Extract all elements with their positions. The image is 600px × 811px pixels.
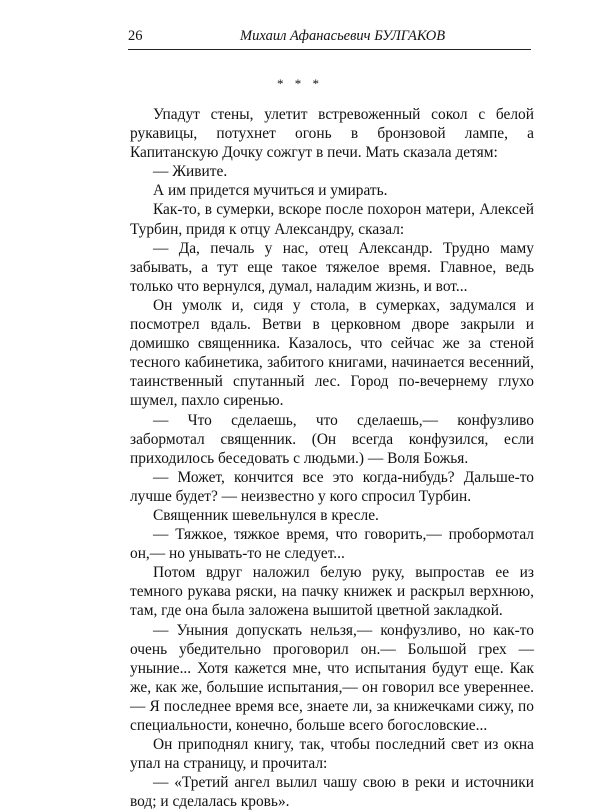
paragraph: Как-то, в сумерки, вскоре после похорон матери, Алексей Турбин, придя к отцу Александру, сказал:	[130, 201, 534, 238]
header-rule	[128, 49, 531, 50]
body-text	[130, 105, 534, 811]
paragraph: — Может, кончится все это когда-нибудь? Дальше-то лучше будет? — неизвестно у кого спросил Турбин.	[130, 468, 534, 505]
page-number: 26	[128, 28, 143, 44]
paragraph: — Уныния допускать нельзя,— конфузливо, но как-то очень убедительно проговорил он.— Большой грех — уныние... Хотя кажется мне, что испытания будут еще. Как же, как же, большие испытания,— он говорил все увереннее.— Я последнее время все, знаете ли, за книжечками сижу, по специальности, конечно, больше всего богословские...	[130, 621, 534, 734]
paragraph: Упадут стены, улетит встревоженный сокол с белой рукавицы, потухнет огонь в бронзовой лампе, а Капитанскую Дочку сожгут в печи. Мать сказала детям:	[130, 106, 534, 162]
paragraph: Потом вдруг наложил белую руку, выпростав ее из темного рукава ряски, на пачку книжек и раскрыл верхнюю, там, где она была заложена вышитой цветной закладкой.	[130, 564, 534, 620]
paragraph: — Да, печаль у нас, отец Александр. Трудно маму забывать, а тут еще такое тяжелое время. Главное, ведь только что вернулся, думал, наладим жизнь, и вот...	[130, 239, 534, 295]
paragraph: Он умолк и, сидя у стола, в сумерках, задумался и посмотрел вдаль. Ветви в церковном дворе закрыли и домишко священника. Казалось, что сейчас же за стеной тесного кабинетика, забитого книгами, начинается весенний, таинственный спутанный лес. Город по-вечернему глухо шумел, пахло сиренью.	[130, 296, 534, 410]
paragraph: — Живите.	[153, 163, 228, 181]
section-separator: * * *	[277, 76, 323, 91]
running-head	[128, 27, 530, 45]
paragraph: — Что сделаешь, что сделаешь,— конфузливо забормотал священник. (Он всегда конфузился, если приходилось беседовать с людьми.) — Воля Божья.	[130, 411, 534, 467]
paragraph: А им придется мучиться и умирать.	[153, 182, 388, 200]
paragraph: — Тяжкое, тяжкое время, что говорить,— пробормотал он,— но унывать-то не следует...	[130, 526, 534, 563]
paragraph: Священник шевельнулся в кресле.	[153, 506, 379, 524]
running-title: Михаил Афанасьевич БУЛГАКОВ	[240, 28, 446, 44]
paragraph: — «Третий ангел вылил чашу свою в реки и источники вод; и сделалась кровь».	[130, 774, 534, 811]
paragraph: Он приподнял книгу, так, чтобы последний свет из окна упал на страницу, и прочитал:	[130, 736, 534, 773]
